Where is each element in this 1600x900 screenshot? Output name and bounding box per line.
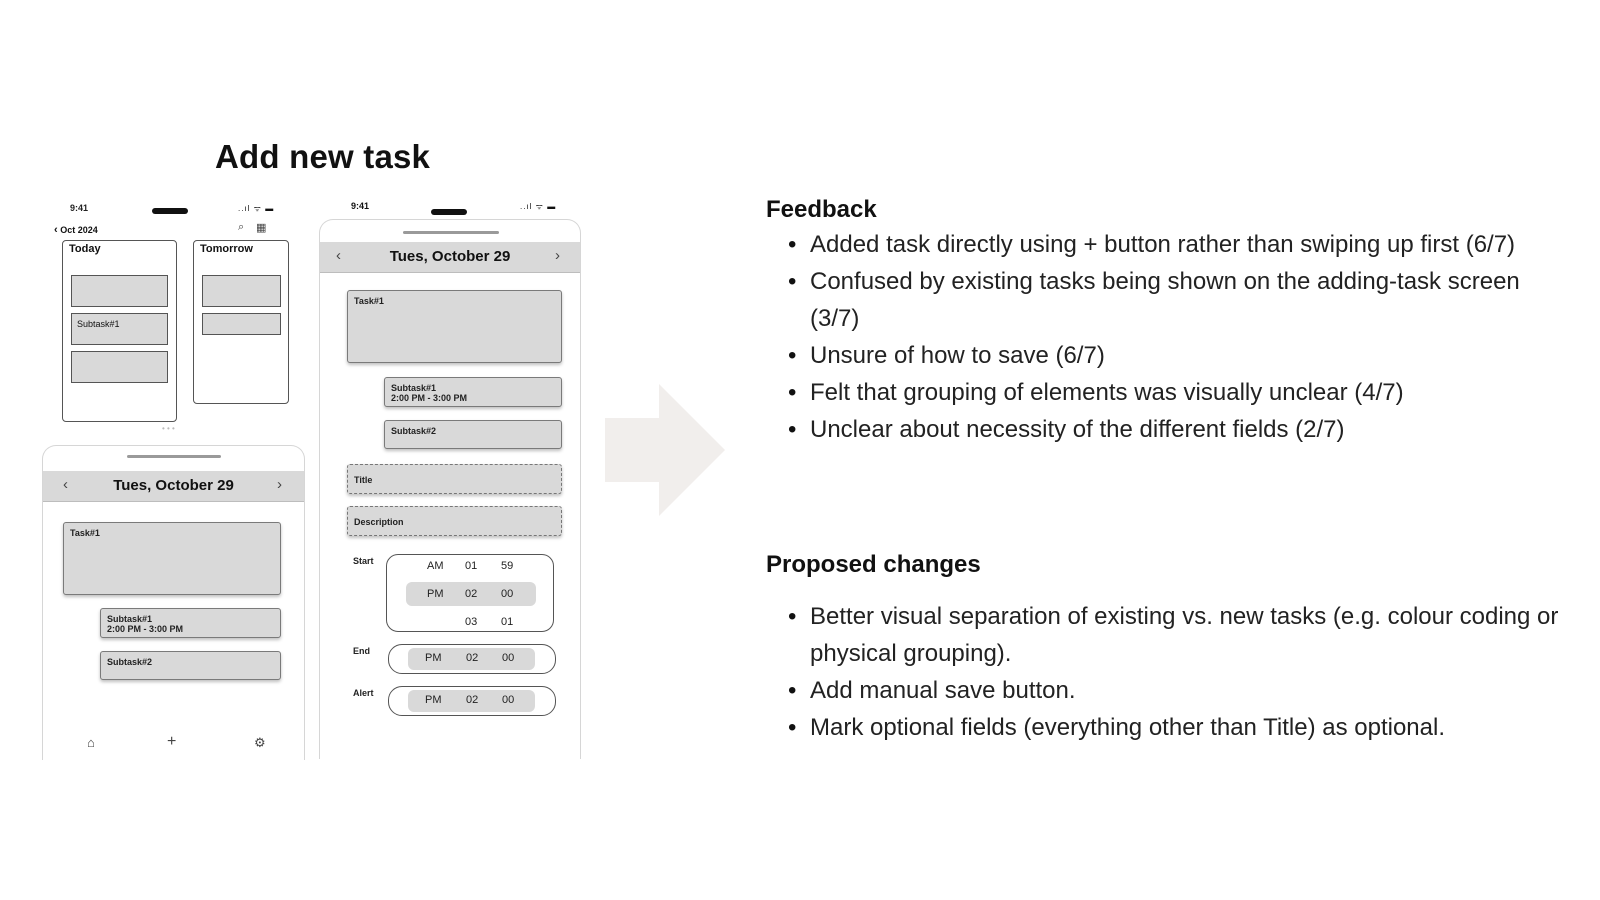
date-label: Tues, October 29 bbox=[389, 248, 511, 265]
subtask-time: 2:00 PM - 3:00 PM bbox=[391, 393, 468, 403]
drag-handle[interactable] bbox=[403, 231, 499, 234]
task-label: Task#1 bbox=[70, 528, 100, 538]
today-label: Today bbox=[69, 243, 101, 255]
subtask-label: Subtask#2 bbox=[107, 657, 153, 667]
start-time-picker[interactable] bbox=[386, 554, 554, 632]
list-item: • Added task directly using + button rather than swiping up first (6/7) bbox=[766, 226, 1566, 263]
picker-minute: 00 bbox=[501, 588, 514, 600]
picker-ampm: PM bbox=[425, 694, 442, 706]
subtask-label: Subtask#2 bbox=[391, 426, 437, 436]
description-field-label: Description bbox=[354, 517, 404, 527]
task-card[interactable] bbox=[347, 290, 562, 363]
picker-hour: 02 bbox=[466, 652, 479, 664]
status-icons: ..ıl ᯤ ▬ bbox=[520, 202, 557, 211]
date-bar bbox=[43, 471, 304, 502]
notch bbox=[152, 208, 188, 214]
list-item: • Add manual save button. bbox=[766, 672, 1566, 709]
day-view-mockup bbox=[42, 445, 305, 760]
feedback-heading: Feedback bbox=[766, 196, 877, 223]
description-field[interactable] bbox=[347, 506, 562, 536]
picker-minute: 00 bbox=[502, 694, 515, 706]
picker-ampm: PM bbox=[425, 652, 442, 664]
slide-title: Add new task bbox=[215, 138, 431, 175]
subtask-time: 2:00 PM - 3:00 PM bbox=[107, 624, 184, 634]
start-label: Start bbox=[353, 556, 374, 566]
tomorrow-column bbox=[193, 240, 289, 404]
search-icon[interactable]: ⌕ bbox=[238, 221, 245, 233]
add-task-mockup bbox=[319, 219, 581, 759]
picker-minute: 00 bbox=[502, 652, 515, 664]
picker-minute: 59 bbox=[501, 560, 514, 572]
home-icon[interactable]: ⌂ bbox=[87, 735, 95, 750]
task-card[interactable] bbox=[71, 351, 168, 383]
status-time: 9:41 bbox=[351, 201, 370, 211]
chevron-left-icon[interactable]: ‹ bbox=[336, 247, 341, 264]
home-screen-mockup bbox=[42, 194, 302, 434]
drag-handle[interactable] bbox=[127, 455, 221, 458]
end-label: End bbox=[353, 646, 370, 656]
task-card[interactable] bbox=[63, 522, 281, 595]
chevron-left-icon: ‹ bbox=[54, 224, 58, 236]
month-label: Oct 2024 bbox=[60, 225, 98, 235]
alert-time-picker[interactable] bbox=[388, 686, 556, 716]
month-header[interactable] bbox=[54, 224, 98, 236]
task-card[interactable] bbox=[202, 313, 281, 335]
arrow-right-icon bbox=[605, 384, 725, 516]
date-bar bbox=[320, 242, 580, 273]
task-card[interactable] bbox=[202, 275, 281, 307]
notch bbox=[431, 209, 467, 215]
page-dots: • • • bbox=[162, 424, 175, 433]
task-label: Task#1 bbox=[354, 296, 384, 306]
chevron-right-icon[interactable]: › bbox=[555, 247, 560, 264]
list-item: • Felt that grouping of elements was visually unclear (4/7) bbox=[766, 374, 1566, 411]
title-field-label: Title bbox=[354, 475, 373, 485]
subtask-label: Subtask#1 bbox=[77, 319, 120, 329]
picker-hour: 03 bbox=[465, 616, 478, 628]
subtask-card[interactable] bbox=[384, 377, 562, 407]
chevron-right-icon[interactable]: › bbox=[277, 476, 282, 493]
picker-ampm: AM bbox=[427, 560, 444, 572]
subtask-card[interactable] bbox=[100, 651, 281, 680]
subtask-label bbox=[391, 383, 467, 403]
proposed-list bbox=[766, 598, 1566, 746]
subtask-card[interactable] bbox=[71, 313, 168, 345]
alert-label: Alert bbox=[353, 688, 374, 698]
status-icons: ..ıl ᯤ ▬ bbox=[238, 204, 275, 213]
list-item: • Unsure of how to save (6/7) bbox=[766, 337, 1566, 374]
subtask-card[interactable] bbox=[384, 420, 562, 449]
tomorrow-label: Tomorrow bbox=[200, 243, 253, 255]
picker-hour: 02 bbox=[465, 588, 478, 600]
chevron-left-icon[interactable]: ‹ bbox=[63, 476, 68, 493]
subtask-card[interactable] bbox=[100, 608, 281, 638]
list-item: • Mark optional fields (everything other than Title) as optional. bbox=[766, 709, 1566, 746]
calendar-icon[interactable]: ▦ bbox=[256, 222, 267, 234]
subtask-name: Subtask#1 bbox=[107, 614, 153, 624]
list-item: • Unclear about necessity of the different fields (2/7) bbox=[766, 411, 1566, 448]
subtask-label bbox=[107, 614, 183, 634]
picker-minute: 01 bbox=[501, 616, 514, 628]
proposed-heading: Proposed changes bbox=[766, 551, 981, 578]
list-item: • Better visual separation of existing vs. new tasks (e.g. colour coding or physical grouping). bbox=[766, 598, 1566, 672]
picker-hour: 02 bbox=[466, 694, 479, 706]
picker-ampm: PM bbox=[427, 588, 444, 600]
plus-icon[interactable]: + bbox=[167, 733, 177, 750]
status-time: 9:41 bbox=[70, 203, 89, 213]
gear-icon[interactable]: ⚙ bbox=[254, 735, 266, 750]
title-field[interactable] bbox=[347, 464, 562, 494]
picker-hour: 01 bbox=[465, 560, 478, 572]
feedback-list bbox=[766, 226, 1566, 448]
end-time-picker[interactable] bbox=[388, 644, 556, 674]
today-column bbox=[62, 240, 177, 422]
subtask-name: Subtask#1 bbox=[391, 383, 437, 393]
list-item: • Confused by existing tasks being shown on the adding-task screen (3/7) bbox=[766, 263, 1566, 337]
date-label: Tues, October 29 bbox=[113, 477, 234, 494]
task-card[interactable] bbox=[71, 275, 168, 307]
